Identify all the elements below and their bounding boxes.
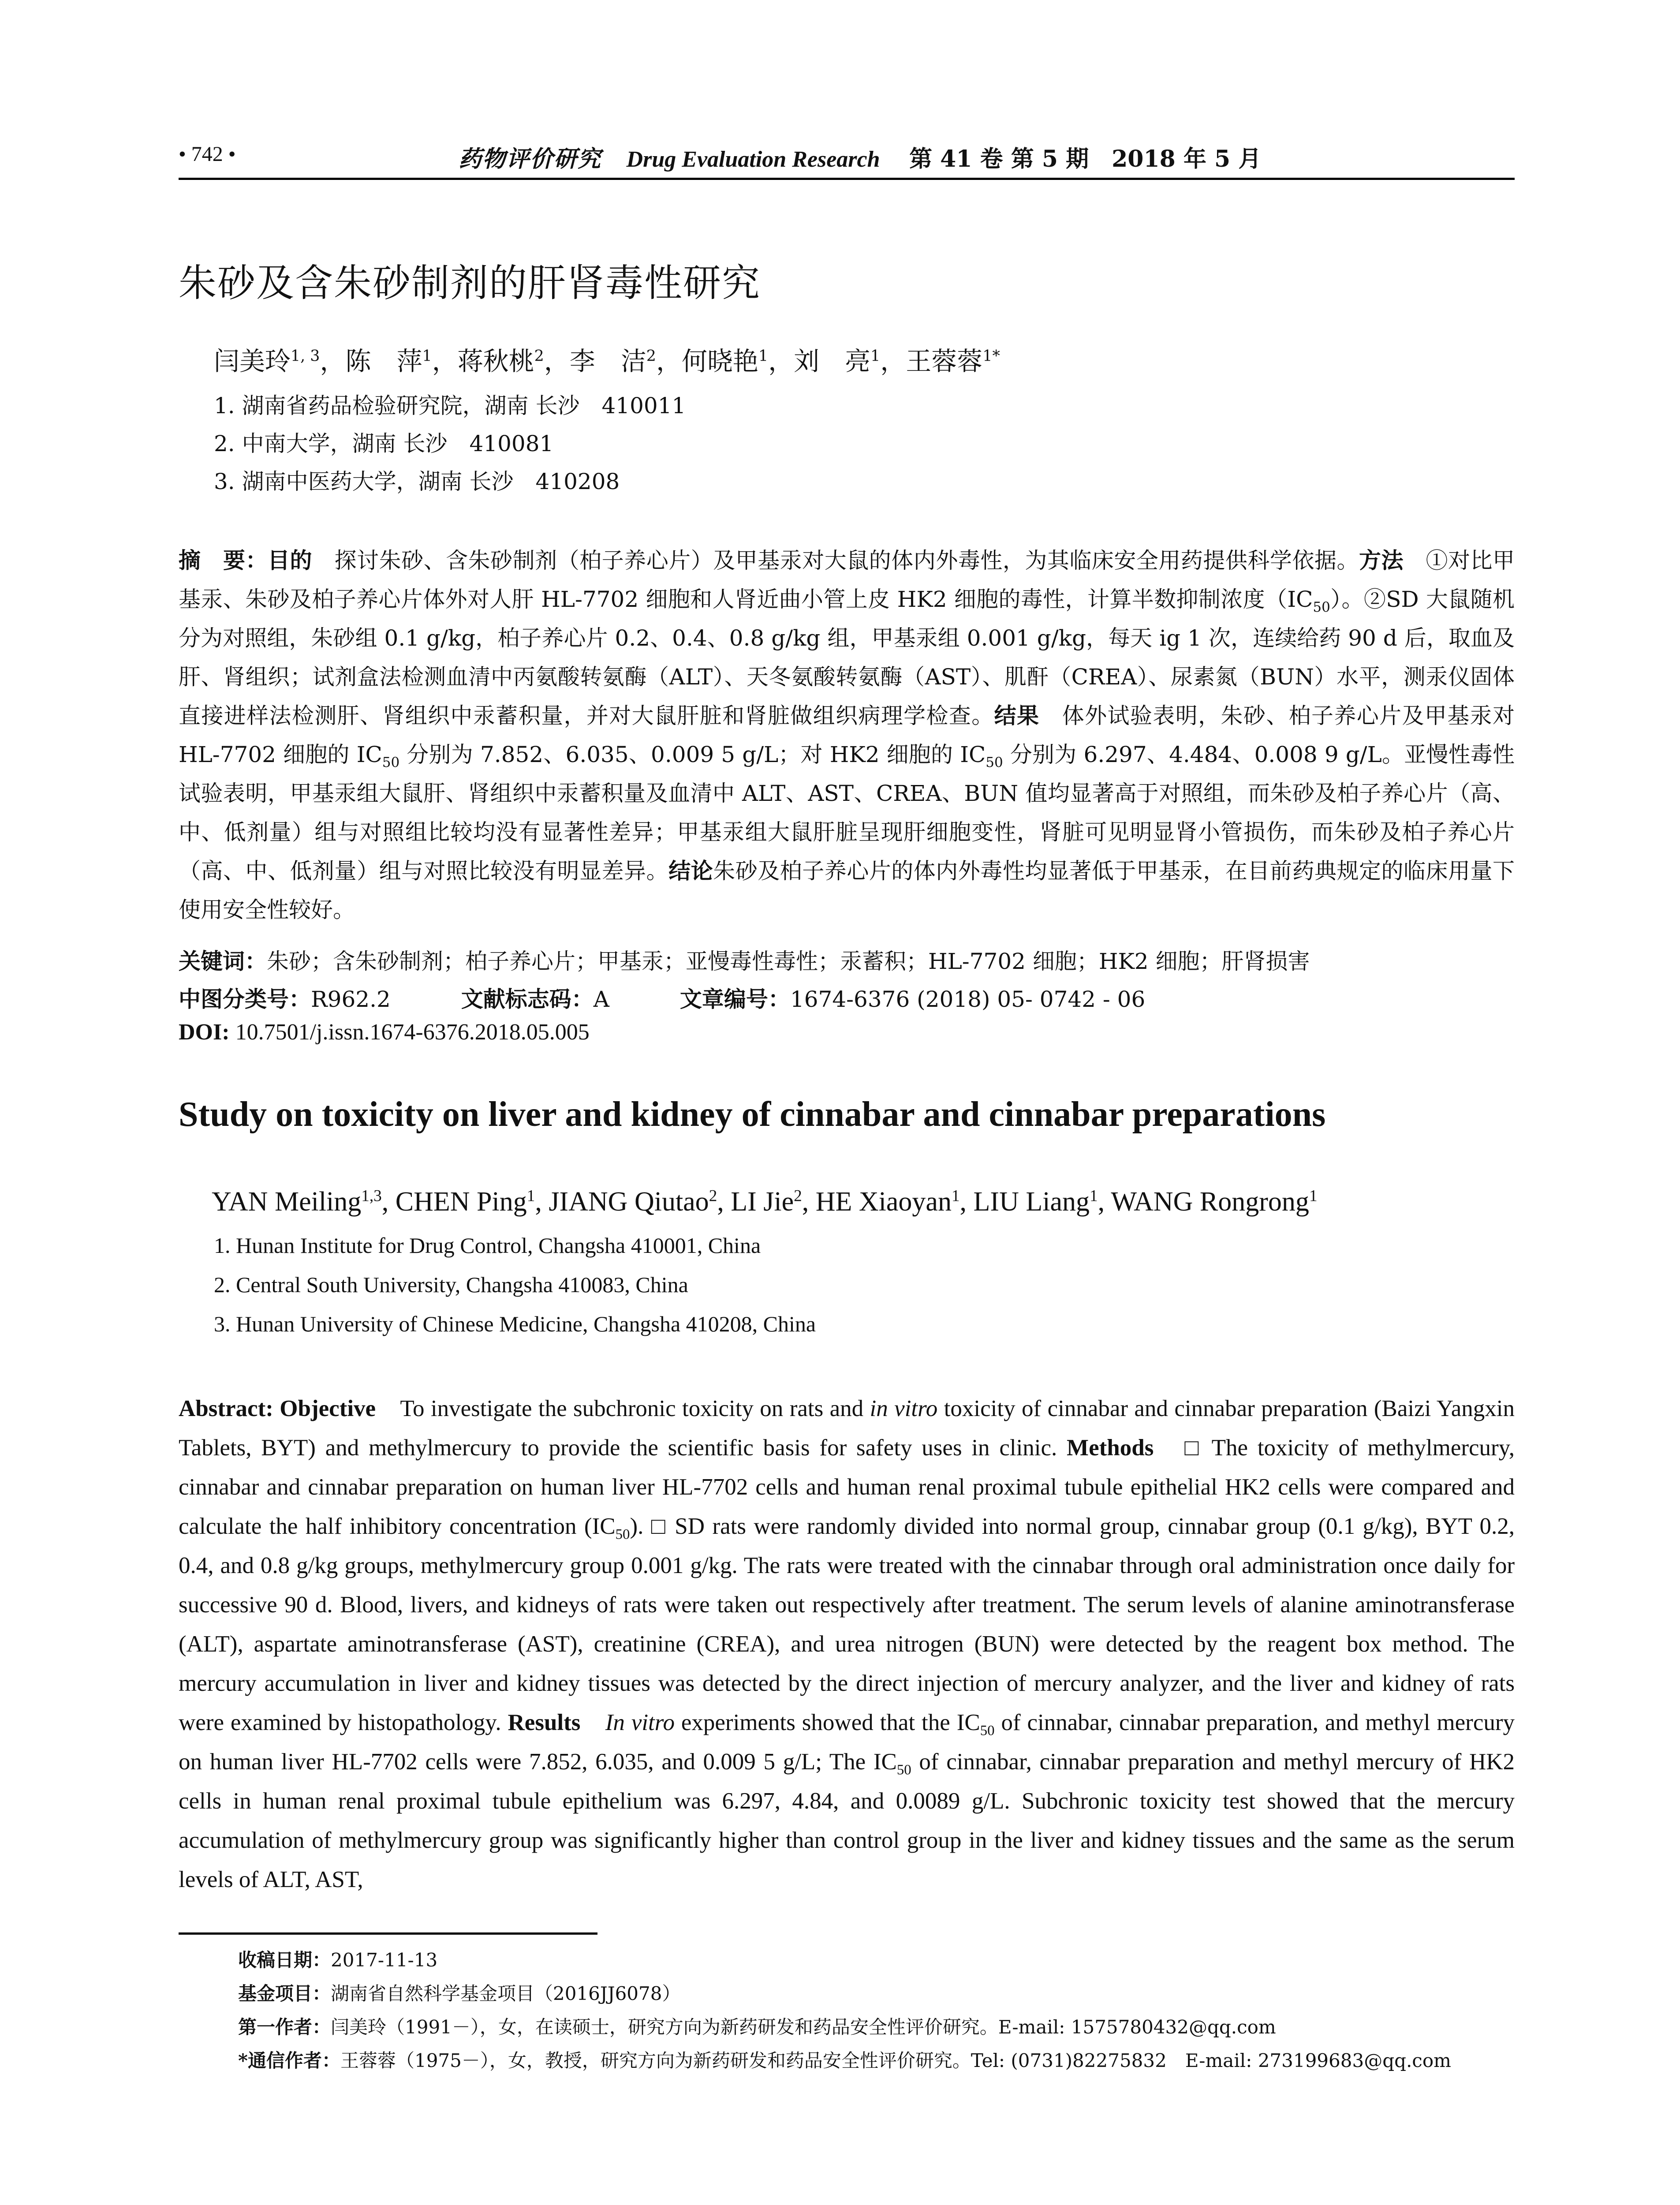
results-text: 体外试验表明，朱砂、柏子养心片及甲基汞对 HL-7702 细胞的 IC [179,703,1515,767]
journal-name: Drug Evaluation Research [626,147,880,172]
affiliation-en-2: 2. Central South University, Changsha 410083, China [214,1272,688,1297]
abstract-en-label: Abstract: Objective [179,1396,376,1421]
footnote-label: 第一作者： [238,2016,331,2038]
author-aff: 1, 3 [291,347,320,365]
results-text: of cinnabar, cinnabar preparation, and methyl mercury on human liver HL-7702 cells were 7.852, 6.035, and 0.009 5 g/L; The IC [179,1710,1515,1775]
author-en: YAN Meiling [212,1187,362,1217]
journal-logo: 药物评价研究 [459,146,602,172]
results-text: 分别为 6.297、4.484、0.008 9 g/L。亚慢性毒性试验表明，甲基汞组大鼠肝、肾组织中汞蓄积量及血清中 ALT、AST、CREA、BUN 值均显著高于对照组，而朱砂及柏子养心片（高、中、低剂量）组与对照组比较均没有显著性差异；甲基汞组大鼠肝脏呈现肝细胞变性，肾脏可见明显肾小管损伤，而朱砂及柏子养心片（高、中、低剂量）组与对照比较没有明显差异。 [179,742,1515,884]
keywords-text: 朱砂；含朱砂制剂；柏子养心片；甲基汞；亚慢毒性毒性；汞蓄积；HL-7702 细胞；HK2 细胞；肝肾损害 [267,949,1310,974]
author-cn: 刘 亮 [794,346,871,376]
author-aff: 1 [1309,1187,1318,1205]
affiliation-en-1: 1. Hunan Institute for Drug Control, Changsha 410001, China [214,1233,761,1258]
affiliation-cn-3: 3. 湖南中医药大学，湖南 长沙 410208 [214,469,620,494]
article-no-value: 1674-6376 (2018) 05- 0742 - 06 [790,987,1146,1012]
methods-label: Methods [1067,1435,1154,1461]
methods-label: 方法 [1359,548,1404,573]
objective-text: To investigate the subchronic toxicity on rats and [376,1396,870,1421]
footnote-label: 基金项目： [238,1983,331,2004]
issue-info: 第 41 卷 第 5 期 2018 年 5 月 [909,146,1262,172]
doc-code-value: A [593,987,609,1012]
conclusion-label: 结论 [668,858,713,884]
author-aff: 1 [526,1187,535,1205]
footnote-label: 收稿日期： [238,1949,331,1971]
footnote-funding [238,1979,680,2006]
italic-term: In vitro [605,1710,675,1735]
clc-value: R962.2 [311,987,391,1012]
running-header [459,140,1261,173]
author-cn: 王蓉蓉 [906,346,983,376]
title-en: Study on toxicity on liver and kidney of cinnabar and cinnabar preparations [179,1095,1326,1134]
subscript: 50 [980,1723,995,1739]
author-aff: 1 [870,347,881,365]
results-text: experiments showed that the IC [674,1710,980,1735]
footnote-received [238,1946,437,1972]
abstract-cn [179,541,1515,929]
footnote-text: 闫美玲（1991－），女，在读硕士，研究方向为新药研发和药品安全性评价研究。E-mail: 1575780432@qq.com [331,2016,1276,2038]
methods-text: ①对比甲基汞、朱砂及柏子养心片体外对人肝 HL-7702 细胞和人肾近曲小管上皮 HK2 细胞的毒性，计算半数抑制浓度（IC [179,548,1515,612]
affiliation-cn-2: 2. 中南大学，湖南 长沙 410081 [214,431,554,456]
doi-line [179,1019,590,1045]
objective-text: 探讨朱砂、含朱砂制剂（柏子养心片）及甲基汞对大鼠的体内外毒性，为其临床安全用药提供科学依据。 [312,548,1359,573]
objective-label: 目的 [268,548,313,573]
footnote-text: 王蓉蓉（1975－），女，教授，研究方向为新药研发和药品安全性评价研究。Tel: (0731)82275832 E-mail: 273199683@qq.com [340,2050,1451,2071]
conclusion-text: 朱砂及柏子养心片的体内外毒性均显著低于甲基汞，在目前药典规定的临床用量下使用安全性较好。 [179,858,1515,923]
affiliation-cn-1: 1. 湖南省药品检验研究院，湖南 长沙 410011 [214,393,686,419]
objective-text: toxicity of cinnabar and cinnabar preparation (Baizi Yangxin Tablets, BYT) and methylmercury to provide the scientific basis for safety uses in clinic. [179,1396,1515,1461]
doc-code-label: 文献标志码： [461,987,594,1012]
keywords-cn [179,944,1310,975]
footnote-rule [179,1932,597,1935]
subscript: 50 [986,755,1003,770]
author-aff: 2 [646,347,656,365]
author-aff: 2 [534,347,544,365]
results-label: 结果 [994,703,1040,729]
results-label: Results [508,1710,581,1735]
doi-value[interactable]: 10.7501/j.issn.1674-6376.2018.05.005 [229,1020,590,1045]
author-en: WANG Rongrong [1111,1187,1309,1217]
subscript: 50 [896,1762,911,1778]
author-aff: 1* [982,347,1000,365]
footnote-text: 湖南省自然科学基金项目（2016JJ6078） [331,1983,681,2004]
clc-label: 中图分类号： [179,987,311,1012]
author-en: LIU Liang [973,1187,1090,1217]
italic-term: in vitro [870,1396,938,1421]
author-aff: 1 [758,347,769,365]
subscript: 50 [382,755,400,770]
author-cn: 闫美玲 [214,346,291,376]
header-rule [179,178,1515,180]
article-no-label: 文章编号： [679,987,790,1012]
authors-en: YAN Meiling$^{1,3}$, CHEN Ping$^1$, JIANG Qiutao$^2$, LI Jie$^2$, HE Xiaoyan$^1$, LIU Liang$^1$, WANG Rongrong$^1$ [212,1187,1318,1217]
title-cn: 朱砂及含朱砂制剂的肝肾毒性研究 [179,261,761,305]
author-aff: 1,3 [361,1187,382,1205]
author-cn: 陈 萍 [345,346,422,376]
page-number: • 742 • [179,142,236,166]
author-aff: 1 [951,1187,960,1205]
methods-text: □ The toxicity of methylmercury, cinnabar and cinnabar preparation on human liver HL-7702 cells and human renal proximal tubule epithelial HK2 cells were compared and calculate the half inhibitory concentration (IC [179,1435,1515,1539]
results-text: of cinnabar, cinnabar preparation and methyl mercury of HK2 cells in human renal proximal tubule epithelium was 6.297, 4.84, and 0.0089 g/L. Subchronic toxicity test showed that the mercury accumulation of methylmercury group was significantly higher than control group in the liver and kidney tissues and the same as the serum levels of ALT, AST, [179,1749,1515,1892]
abstract-en [179,1389,1515,1899]
footnote-first-author [238,2013,1276,2039]
author-aff: 2 [794,1187,802,1205]
footnote-label: *通信作者： [238,2050,340,2071]
author-en: HE Xiaoyan [815,1187,952,1217]
keywords-label: 关键词： [179,949,267,974]
subscript: 50 [1313,599,1330,615]
classification-line [179,982,1145,1013]
author-cn: 何晓艳 [681,346,758,376]
abstract-label: 摘 要： [179,548,268,573]
author-en: CHEN Ping [395,1187,527,1217]
author-aff: 2 [709,1187,717,1205]
subscript: 50 [615,1526,630,1543]
author-en: JIANG Qiutao [549,1187,709,1217]
affiliation-en-3: 3. Hunan University of Chinese Medicine, Changsha 410208, China [214,1312,816,1336]
methods-text: ）。②SD 大鼠随机分为对照组，朱砂组 0.1 g/kg，柏子养心片 0.2、0.4、0.8 g/kg 组，甲基汞组 0.001 g/kg，每天 ig 1 次，连续给药 90 d 后，取血及肝、肾组织；试剂盒法检测血清中丙氨酸转氨酶（ALT）、天冬氨酸转氨酶（AST）、肌酐（CREA）、尿素氮（BUN）水平，测汞仪固体直接进样法检测肝、肾组织中汞蓄积量，并对大鼠肝脏和肾脏做组织病理学检查。 [179,587,1515,729]
footnote-corresponding-author [238,2046,1451,2073]
author-aff: 1 [1089,1187,1098,1205]
author-cn: 蒋秋桃 [457,346,534,376]
author-cn: 李 洁 [569,346,646,376]
footnote-text: 2017-11-13 [331,1949,438,1971]
author-en: LI Jie [731,1187,794,1217]
authors-cn: 闫美玲$^{1, 3}$，陈 萍$^1$，蒋秋桃$^2$，李 洁$^2$，何晓艳$^1$，刘 亮$^1$，王蓉蓉$^{1*}$ [214,346,1000,376]
methods-text: ). □ SD rats were randomly divided into normal group, cinnabar group (0.1 g/kg), BYT 0.2, 0.4, and 0.8 g/kg groups, methylmercury group 0.001 g/kg. The rats were treated with the cinnabar through oral administration once daily for successive 90 d. Blood, livers, and kidneys of rats were taken out respectively after treatment. The serum levels of alanine aminotransferase (ALT), aspartate aminotransferase (AST), creatinine (CREA), and urea nitrogen (BUN) were detected by the reagent box method. The mercury accumulation in liver and kidney tissues was detected by the direct injection of mercury analyzer, and the liver and kidney of rats were examined by histopathology. [179,1514,1515,1735]
results-text: 分别为 7.852、6.035、0.009 5 g/L；对 HK2 细胞的 IC [399,742,986,767]
author-aff: 1 [422,347,432,365]
doi-label: DOI: [179,1020,230,1045]
